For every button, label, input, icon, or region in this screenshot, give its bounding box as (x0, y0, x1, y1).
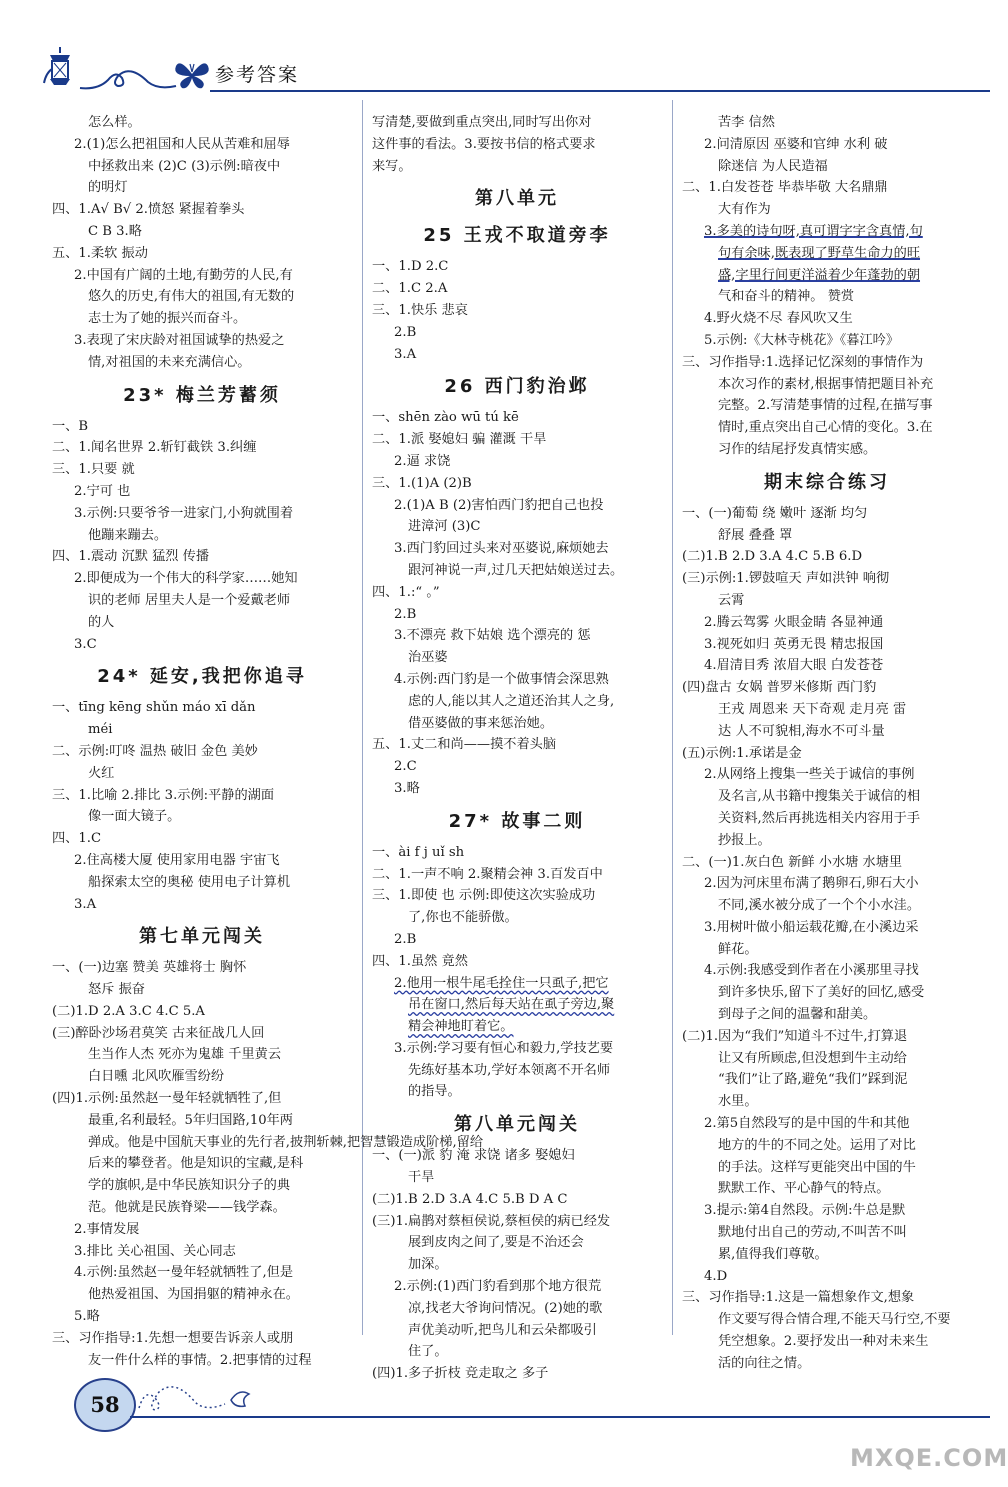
butterfly-icon (172, 58, 212, 92)
answer-line: 二、示例:叮咚 温热 破旧 金色 美妙 (52, 743, 258, 759)
lantern-icon (40, 45, 80, 95)
answer-line: 一、tīng kēng shǔn máo xī dǎn (52, 700, 256, 716)
answer-line: 2.即便成为一个伟大的科学家……她知 (74, 571, 298, 587)
answer-line: 3.多美的诗句呀,真可谓字字含真情,句 (704, 223, 923, 239)
answer-line: 三、习作指导:1.先想一想要告诉亲人或朋 (52, 1330, 294, 1346)
answer-line: 三、习作指导:1.选择记忆深刻的事情作为 (682, 354, 924, 370)
answer-line: 一、(一)葡萄 绕 嫩叶 逐渐 均匀 (682, 505, 868, 521)
section-heading: 24* 延安,我把你追寻 (97, 666, 307, 688)
answer-line: 苦李 信然 (718, 115, 775, 130)
answer-line: 2.B (394, 606, 417, 622)
answer-line: 情时,重点突出自己心情的变化。3.在 (718, 420, 933, 436)
answer-line: 这件事的看法。3.要按书信的格式要求 (372, 136, 596, 152)
answer-line: 三、1.即使 也 示例:即使这次实验成功 (372, 888, 596, 904)
answer-line: 他蹦来蹦去。 (88, 527, 168, 543)
answer-line: 2.从网络上搜集一些关于诚信的事例 (704, 767, 915, 783)
answer-line: 大有作为 (718, 202, 771, 218)
answer-line: C B 3.略 (88, 223, 142, 239)
answer-line: (四)1.示例:虽然赵一曼年轻就牺牲了,但 (52, 1091, 282, 1107)
answer-line: (四)盘古 女娲 普罗米修斯 西门豹 (682, 680, 877, 696)
answer-line: 治巫婆 (408, 650, 448, 666)
answer-line: 二、1.C 2.A (372, 281, 448, 297)
section-heading: 25 王戎不取道旁李 (423, 225, 611, 247)
answer-line: 习作的结尾抒发真情实感。 (718, 441, 877, 457)
answer-line: méi (88, 722, 113, 738)
answer-line: 二、1.白发苍苍 毕恭毕敬 大名鼎鼎 (682, 180, 888, 196)
answer-line: 活的向往之情。 (718, 1355, 811, 1371)
answer-line: 2.腾云驾雾 火眼金睛 各显神通 (704, 614, 884, 630)
answer-line: 4.D (704, 1268, 728, 1284)
answer-line: 三、1.(1)A (2)B (372, 475, 472, 491)
answer-line: (二)1.B 2.D 3.A 4.C 5.B D A C (372, 1191, 568, 1207)
answer-line: 到许多快乐,留下了美好的回忆,感受 (718, 985, 925, 1001)
answer-line: 一、shēn zào wū tú kē (372, 410, 519, 426)
footer-rule (130, 1416, 990, 1418)
answer-line: 本次习作的素材,根据事情把题目补充 (718, 376, 934, 392)
answer-line: 默地付出自己的劳动,不叫苦不叫 (718, 1225, 907, 1241)
answer-line: 一、ài f j uǐ sh (372, 844, 465, 860)
answer-line: 中拯救出来 (2)C (3)示例:暗夜中 (88, 158, 281, 174)
answer-line: 3.示例:只要爷爷一进家门,小狗就围着 (74, 505, 294, 521)
answer-line: 生当作人杰 死亦为鬼雄 千里黄云 (88, 1047, 282, 1063)
answer-line: 虑的人,能以其人之道还治其人之身, (408, 693, 615, 709)
answer-line: 四、1.虽然 竟然 (372, 953, 468, 969)
answer-line: 2.他用一根牛尾毛拴住一只虱子,把它 (394, 975, 609, 991)
answer-line: 鲜花。 (718, 941, 758, 957)
answer-line: “我们”让了路,避免“我们”踩到泥 (718, 1072, 908, 1088)
answer-line: 一、(一)边塞 赞美 英雄将士 胸怀 (52, 960, 247, 976)
answer-line: 识的老师 居里夫人是一个爱戴老师 (88, 592, 291, 608)
answer-line: 像一面大镜子。 (88, 809, 181, 825)
section-heading: 27* 故事二则 (448, 810, 586, 832)
answer-line: 进漳河 (3)C (408, 519, 481, 535)
answer-line: (三)1.扁鹊对蔡桓侯说,蔡桓侯的病已经发 (372, 1213, 611, 1229)
answer-line: 5.示例:《大林寺桃花》《暮江吟》 (704, 332, 900, 348)
answer-line: 三、1.快乐 悲哀 (372, 302, 468, 318)
answer-line: 展到皮肉之间了,要是不治还会 (408, 1235, 584, 1251)
answer-line: 干旱 (408, 1170, 435, 1186)
answer-line: 2.B (394, 931, 417, 947)
answer-line: 五、1.丈二和尚——摸不着头脑 (372, 737, 557, 753)
header-rule (210, 90, 990, 92)
answer-line: 凉,找老大爷询问情况。(2)她的歌 (408, 1300, 603, 1316)
answer-line: 3.视死如归 英勇无畏 精忠报国 (704, 636, 884, 652)
answer-line: 3.A (74, 896, 97, 912)
answer-line: 的人 (88, 614, 115, 630)
answer-line: 吊在窗口,然后每天站在虱子旁边,聚 (408, 997, 615, 1013)
answer-line: 完整。2.写清楚事情的过程,在描写事 (718, 398, 933, 414)
answer-line: 一、B (52, 418, 89, 434)
answer-line: 三、1.只要 就 (52, 462, 135, 478)
answer-line: 5.略 (74, 1309, 100, 1325)
answer-line: 先练好基本功,学好本领离不开名师 (408, 1062, 611, 1078)
answer-line: 船探索太空的奥秘 使用电子计算机 (88, 874, 291, 890)
answer-line: 友一件什么样的事情。2.把事情的过程 (88, 1352, 312, 1368)
answer-line: 后来的攀登者。他是知识的宝藏,是科 (88, 1156, 304, 1172)
answer-line: 声优美动听,把鸟儿和云朵都吸引 (408, 1322, 597, 1338)
answer-line: 四、1.震动 沉默 猛烈 传播 (52, 549, 210, 565)
answer-line: 五、1.柔软 振动 (52, 245, 148, 261)
answer-line: 2.问清原因 巫婆和官绅 水利 破 (704, 136, 888, 152)
column-divider (672, 100, 673, 1335)
answer-line: 3.A (394, 346, 417, 362)
answer-column-3 (682, 112, 972, 1375)
answer-line: 范。他就是民族脊梁——钱学森。 (88, 1200, 286, 1216)
answer-line: 默默工作、平心静气的特点。 (718, 1181, 890, 1197)
answer-line: 让又有所顾虑,但没想到牛主动给 (718, 1050, 907, 1066)
section-heading: 期末综合练习 (764, 471, 890, 493)
watermark: MXQE.COM (850, 1444, 1008, 1472)
answer-line: 住了。 (408, 1344, 448, 1360)
answer-line: (二)1.D 2.A 3.C 4.C 5.A (52, 1003, 205, 1019)
answer-line: 3.排比 关心祖国、关心同志 (74, 1243, 236, 1259)
answer-line: (三)示例:1.锣鼓喧天 声如洪钟 响彻 (682, 571, 890, 587)
answer-line: 2.第5自然段写的是中国的牛和其他 (704, 1116, 910, 1132)
answer-line: (二)1.B 2.D 3.A 4.C 5.B 6.D (682, 549, 863, 565)
answer-line: 不同,溪水被分成了一个个小水洼。 (718, 898, 921, 914)
answer-line: 句有余味,既表现了野草生命力的旺 (718, 245, 921, 261)
answer-line: 一、1.D 2.C (372, 259, 449, 275)
answer-line: 4.野火烧不尽 春风吹又生 (704, 311, 853, 327)
answer-line: 2.宁可 也 (74, 483, 131, 499)
page-number: 58 (74, 1378, 136, 1432)
answer-line: 3.示例:学习要有恒心和毅力,学技艺要 (394, 1040, 614, 1056)
answer-line: 2.示例:(1)西门豹看到那个地方很荒 (394, 1279, 602, 1295)
answer-line: (三)醉卧沙场君莫笑 古来征战几人回 (52, 1025, 265, 1041)
answer-line: 的指导。 (408, 1084, 461, 1100)
answer-line: 借巫婆做的事来惩治她。 (408, 715, 554, 731)
answer-line: 四、1.A√ B√ 2.愤怒 紧握着拳头 (52, 202, 245, 218)
answer-line: 及名言,从书籍中搜集关于诚信的相 (718, 789, 921, 805)
answer-line: 志士为了她的振兴而奋斗。 (88, 311, 247, 327)
answer-line: 盛,字里行间更洋溢着少年蓬勃的朝 (718, 267, 921, 283)
answer-line: 气和奋斗的精神。 赞赏 (718, 289, 855, 305)
answer-line: 精会神地盯着它。 (408, 1019, 514, 1035)
answer-line: 4.眉清目秀 浓眉大眼 白发苍苍 (704, 658, 884, 674)
answer-line: 的手法。这样写更能突出中国的牛 (718, 1159, 916, 1175)
answer-line: 来写。 (372, 158, 412, 174)
dotted-swirl-decoration (135, 1378, 265, 1418)
answer-column-2 (372, 112, 662, 1385)
answer-line: 的明灯 (88, 180, 128, 196)
answer-line: 3.表现了宋庆龄对祖国诚挚的热爱之 (74, 332, 285, 348)
answer-line: 写清楚,要做到重点突出,同时写出你对 (372, 115, 592, 130)
answer-line: 2.C (394, 759, 417, 775)
answer-line: 火红 (88, 765, 115, 781)
answer-line: 3.西门豹回过头来对巫婆说,麻烦她去 (394, 541, 609, 557)
answer-line: 四、1.C (52, 831, 102, 847)
answer-line: 怒斥 振奋 (88, 982, 145, 998)
answer-line: 2.因为河床里布满了鹅卵石,卵石大小 (704, 876, 919, 892)
answer-line: 地方的牛的不同之处。运用了对比 (718, 1137, 916, 1153)
answer-line: 3.提示:第4自然段。示例:牛总是默 (704, 1203, 906, 1219)
answer-line: 2.(1)怎么把祖国和人民从苦难和屈辱 (74, 136, 290, 152)
answer-line: 抄报上。 (718, 832, 771, 848)
answer-line: 弹成。他是中国航天事业的先行者,披荆斩棘,把智慧锻造成阶梯,留给 (88, 1134, 484, 1150)
answer-line: 二、1.闻名世界 2.斩钉截铁 3.纠缠 (52, 440, 257, 456)
answer-line: 关资料,然后再挑选相关内容用于手 (718, 810, 921, 826)
answer-line: 作文要写得合情合理,不能天马行空,不要 (718, 1312, 951, 1328)
answer-line: 学的旗帜,是中华民族知识分子的典 (88, 1178, 291, 1194)
answer-line: 二、1.一声不响 2.聚精会神 3.百发百中 (372, 866, 603, 882)
answer-line: 2.中国有广阔的土地,有勤劳的人民,有 (74, 267, 293, 283)
answer-line: 跟河神说一声,过几天把姑娘送过去。 (408, 562, 624, 578)
answer-line: 4.示例:西门豹是一个做事情会深思熟 (394, 671, 609, 687)
answer-line: 最重,名利最轻。5年归国路,10年两 (88, 1112, 293, 1128)
answer-line: 3.C (74, 636, 97, 652)
answer-line: 3.用树叶做小船运载花瓣,在小溪边采 (704, 919, 919, 935)
answer-line: 他热爱祖国、为国捐躯的精神永在。 (88, 1287, 299, 1303)
answer-line: 云霄 (718, 592, 745, 608)
answer-line: 怎么样。 (88, 115, 141, 130)
answer-line: 白日曛 北风吹雁雪纷纷 (88, 1069, 225, 1085)
answer-line: 2.(1)A B (2)害怕西门豹把自己也投 (394, 497, 604, 513)
answer-line: 4.示例:虽然赵一曼年轻就牺牲了,但是 (74, 1265, 294, 1281)
answer-line: 二、(一)1.灰白色 新鲜 小水塘 水塘里 (682, 854, 903, 870)
swirl-line-decoration (78, 60, 178, 94)
answer-line: 2.逼 求饶 (394, 453, 451, 469)
answer-line: (五)示例:1.承诺是金 (682, 745, 802, 761)
answer-line: 3.略 (394, 780, 420, 796)
answer-line: (二)1.因为“我们”知道斗不过牛,打算退 (682, 1028, 908, 1044)
header-title: 参考答案 (215, 64, 300, 86)
answer-line: 2.事情发展 (74, 1221, 140, 1237)
answer-line: 2.B (394, 324, 417, 340)
answer-line: 四、1.:“ 。” (372, 584, 440, 600)
answer-line: 3.不漂亮 救下姑娘 选个漂亮的 惩 (394, 628, 591, 644)
answer-line: 凭空想象。2.要抒发出一种对未来生 (718, 1334, 929, 1350)
section-heading: 23* 梅兰芳蓄须 (123, 384, 281, 406)
answer-line: 水里。 (718, 1094, 758, 1110)
answer-line: 二、1.派 娶媳妇 骗 灌溉 干旱 (372, 432, 547, 448)
answer-line: 达 人不可貌相,海水不可斗量 (718, 723, 885, 739)
answer-line: (四)1.多子折枝 竞走取之 多子 (372, 1366, 549, 1382)
answer-line: 悠久的历史,有伟大的祖国,有无数的 (88, 289, 295, 305)
answer-line: 加深。 (408, 1257, 448, 1273)
answer-line: 王戎 周恩来 天下奇观 走月亮 雷 (718, 701, 907, 717)
answer-line: 4.示例:我感受到作者在小溪那里寻找 (704, 963, 919, 979)
answer-line: 一、(一)派 豹 淹 求饶 诸多 娶媳妇 (372, 1148, 575, 1164)
section-heading: 第七单元闯关 (139, 926, 265, 948)
answer-line: 三、习作指导:1.这是一篇想象作文,想象 (682, 1290, 915, 1306)
section-heading: 第八单元 (475, 188, 559, 210)
answer-line: 到母子之间的温馨和甜美。 (718, 1007, 877, 1023)
answer-line: 舒展 叠叠 罩 (718, 527, 793, 543)
page-header (0, 0, 1000, 100)
answer-line: 累,值得我们尊敬。 (718, 1246, 828, 1262)
answer-line: 了,你也不能骄傲。 (408, 910, 518, 926)
answer-line: 除迷信 为人民造福 (718, 158, 828, 174)
answer-line: 2.住高楼大厦 使用家用电器 宇宙飞 (74, 852, 280, 868)
section-heading: 26 西门豹治邺 (444, 376, 590, 398)
section-heading: 第八单元闯关 (454, 1114, 580, 1136)
answer-line: 情,对祖国的未来充满信心。 (88, 354, 251, 370)
answer-line: 三、1.比喻 2.排比 3.示例:平静的湖面 (52, 787, 275, 803)
